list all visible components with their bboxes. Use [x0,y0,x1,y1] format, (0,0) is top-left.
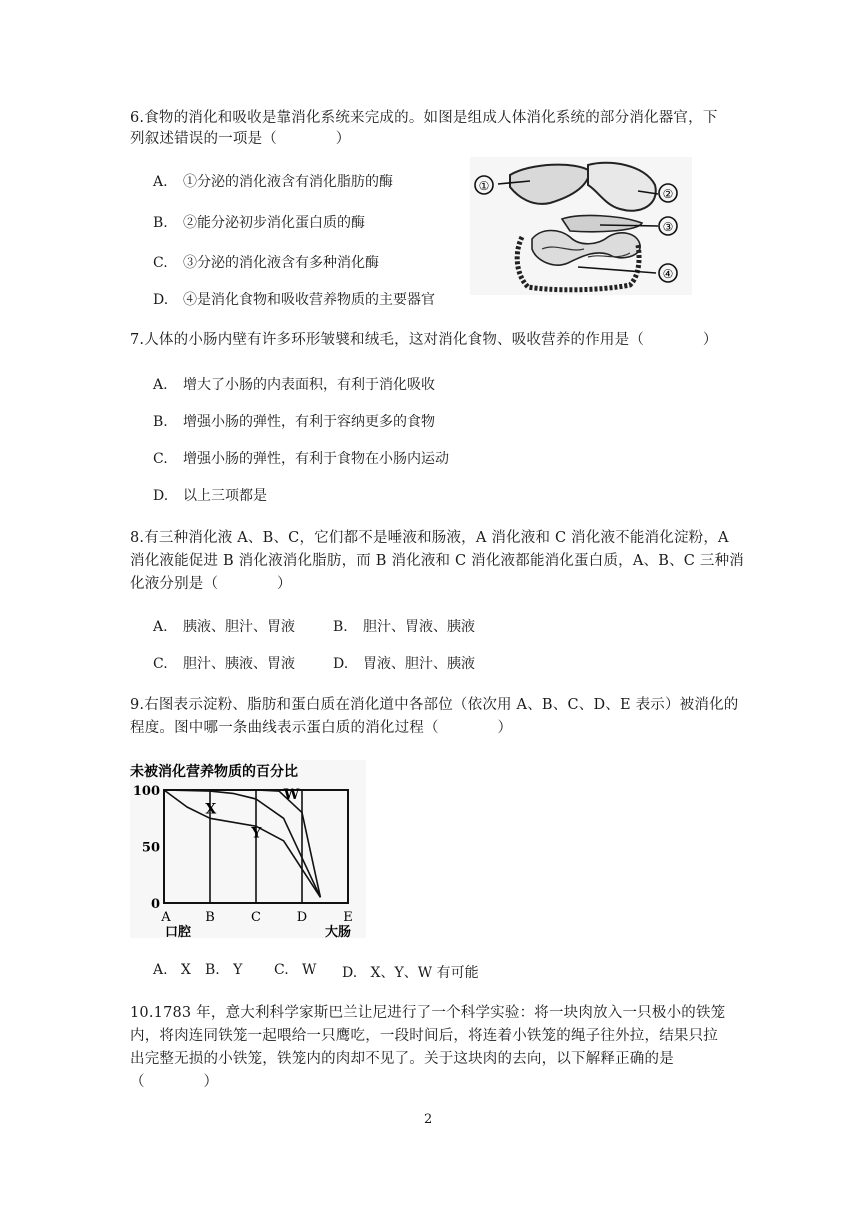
x-category-note: 口腔 [164,925,192,938]
option-letter: A. [153,377,168,393]
x-tick-label: E [343,910,353,925]
option-text: Y [233,962,243,978]
page-number: 2 [424,1112,433,1127]
q6-option-b[interactable] [153,212,365,232]
q6-stem-line2: 列叙述错误的一项是（ ） [130,131,351,147]
option-letter: B. [153,215,168,231]
x-tick-label: D [296,910,308,925]
q9-stem-line2: 程度。图中哪一条曲线表示蛋白质的消化过程（ ） [130,720,513,736]
option-text: W [302,962,317,978]
option-letter: C. [274,962,289,978]
chart-title: 未被消化营养物质的百分比 [130,764,298,780]
q10-stem-line3: 出完整无损的小铁笼，铁笼内的肉却不见了。关于这块肉的去向，以下解释正确的是 [130,1051,674,1067]
q6-option-d[interactable] [153,289,435,309]
option-text: 增大了小肠的内表面积，有利于消化吸收 [183,377,435,393]
figure-label-4: ④ [662,267,674,281]
option-letter: C. [153,656,168,672]
option-text: 以上三项都是 [183,488,267,504]
option-text: ①分泌的消化液含有消化脂肪的酶 [183,174,393,190]
option-text: X、Y、W 有可能 [370,965,479,981]
x-tick-label: C [251,910,261,925]
figure-label-3: ③ [662,220,674,234]
series-label-y: Y [251,825,262,842]
option-letter: A. [153,619,168,635]
option-letter: B. [153,414,168,430]
q6-option-c[interactable] [153,252,379,272]
option-letter: B. [205,962,220,978]
q8-option-a[interactable] [153,616,295,636]
q7-option-c[interactable] [153,448,449,468]
series-label-x: X [205,801,217,818]
q8-stem-line1: 8.有三种消化液 A、B、C，它们都不是唾液和肠液，A 消化液和 C 消化液不能消化淀粉，A [130,530,729,546]
option-letter: D. [342,965,358,981]
q8-option-b[interactable] [333,616,475,636]
q9-option-b[interactable] [205,962,242,978]
option-text: ④是消化食物和吸收营养物质的主要器官 [183,292,435,308]
y-tick-label: 50 [141,840,160,856]
q9-option-c[interactable] [274,962,316,978]
q9-option-d[interactable] [342,962,479,982]
option-letter: D. [153,292,169,308]
y-tick-label: 0 [150,897,160,912]
q6-stem-line1: 6.食物的消化和吸收是靠消化系统来完成的。如图是组成人体消化系统的部分消化器官，下 [130,110,718,126]
option-text: 增强小肠的弹性，有利于容纳更多的食物 [183,414,435,430]
q7-stem: 7.人体的小肠内壁有许多环形皱襞和绒毛，这对消化食物、吸收营养的作用是（ ） [130,332,718,348]
option-letter: D. [153,488,169,504]
q6-option-a[interactable] [153,171,393,191]
x-tick-label: A [161,910,171,925]
figure-label-2: ② [662,187,674,201]
option-text: 胆汁、胰液、胃液 [183,656,295,672]
option-text: 胰液、胆汁、胃液 [183,619,295,635]
option-text: 胃液、胆汁、胰液 [363,656,475,672]
q9-stem-line1: 9.右图表示淀粉、脂肪和蛋白质在消化道中各部位（依次用 A、B、C、D、E 表示）被消化的 [130,697,739,713]
y-tick-label: 100 [132,784,160,799]
option-letter: D. [333,656,349,672]
digestion-curve-chart [130,760,366,938]
q7-option-a[interactable] [153,374,435,394]
digestive-system-figure [470,157,692,295]
q7-option-b[interactable] [153,411,435,431]
x-tick-label: B [205,910,215,925]
q10-stem-line1: 10.1783 年，意大利科学家斯巴兰让尼进行了一个科学实验：将一块肉放入一只极小的铁笼 [130,1005,726,1021]
option-text: ②能分泌初步消化蛋白质的酶 [183,215,365,231]
q8-stem-line3: 化液分别是（ ） [130,576,292,592]
option-text: X [180,962,191,978]
option-letter: A. [153,174,168,190]
x-category-note: 大肠 [324,925,352,938]
q8-option-d[interactable] [333,653,475,673]
option-text: 增强小肠的弹性，有利于食物在小肠内运动 [183,451,449,467]
q10-stem-line4: （ ） [130,1074,219,1090]
option-letter: A. [153,962,168,978]
option-letter: C. [153,255,168,271]
figure-label-1: ① [478,179,490,193]
q8-option-c[interactable] [153,653,295,673]
option-letter: C. [153,451,168,467]
q7-option-d[interactable] [153,485,267,505]
option-text: 胆汁、胃液、胰液 [363,619,475,635]
option-letter: B. [333,619,348,635]
option-text: ③分泌的消化液含有多种消化酶 [183,255,379,271]
q9-option-a[interactable] [153,962,191,978]
series-label-w: W [283,787,300,804]
q10-stem-line2: 内，将肉连同铁笼一起喂给一只鹰吃，一段时间后，将连着小铁笼的绳子往外拉，结果只拉 [130,1028,718,1044]
q8-stem-line2: 消化液能促进 B 消化液消化脂肪，而 B 消化液和 C 消化液都能消化蛋白质，A、B、C 三种消 [130,553,744,569]
